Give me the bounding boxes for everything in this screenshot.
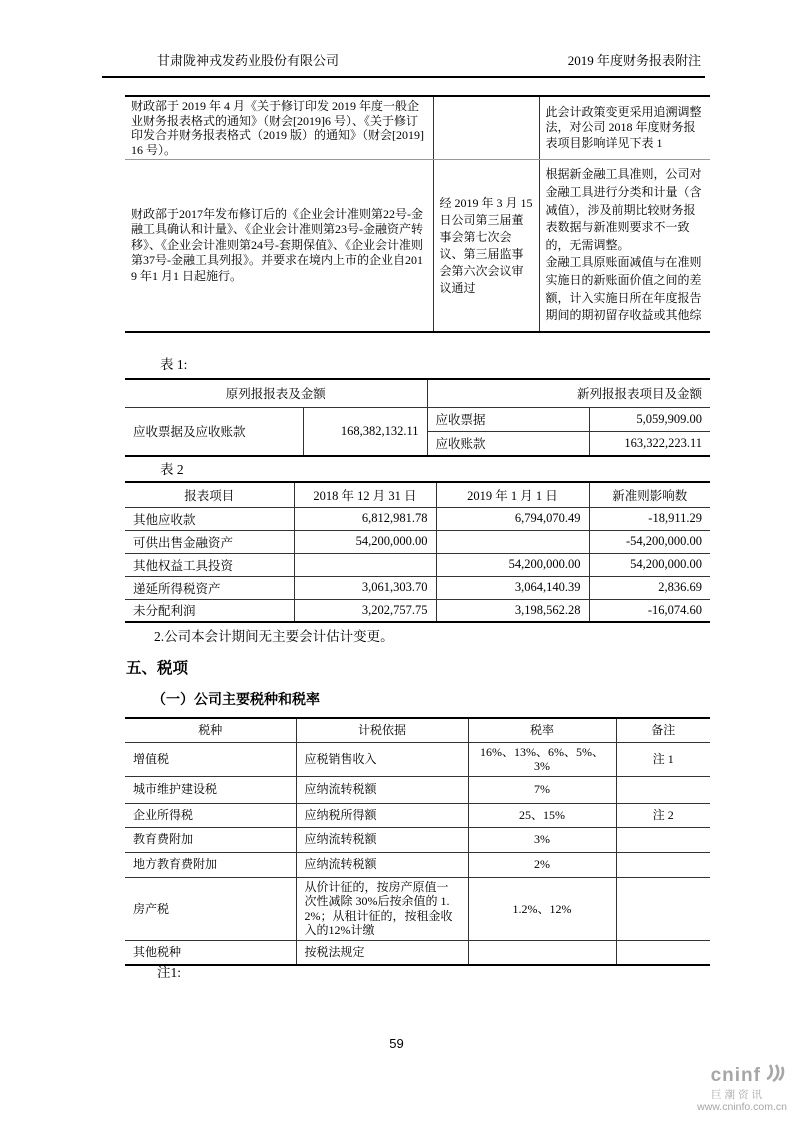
new-amount-cell: 163,322,223.11 <box>589 431 710 456</box>
impact-paragraph-1: 根据新金融工具准则，公司对金融工具进行分类和计量（含减值），涉及前期比较财务报表数据与新准则要求不一致的，无需调整。 <box>545 167 702 252</box>
value-cell: 3,202,757.75 <box>294 599 436 622</box>
new-amount-cell: 5,059,909.00 <box>589 407 710 431</box>
table-row <box>125 877 710 940</box>
tax-basis-cell: 应税销售收入 <box>296 742 468 776</box>
tax-note-cell <box>616 941 710 965</box>
table-row <box>125 852 710 877</box>
logo-brand-row <box>617 1062 787 1089</box>
table-header-row <box>125 718 710 742</box>
tax-note-cell <box>616 852 710 877</box>
table-row <box>125 803 710 827</box>
value-cell: 54,200,000.00 <box>436 553 589 576</box>
company-name: 甘肃陇神戎发药业股份有限公司 <box>157 53 340 68</box>
column-header: 备注 <box>616 718 710 742</box>
tax-note-cell: 注 1 <box>616 742 710 776</box>
cninfo-chinese-name: 巨潮资讯 <box>711 1089 765 1102</box>
original-item-cell: 应收票据及应收账款 <box>133 425 246 440</box>
value-cell <box>436 530 589 553</box>
tax-rate-cell: 16%、13%、6%、5%、3% <box>468 742 616 776</box>
table-row <box>125 776 710 803</box>
value-cell: 6,794,070.49 <box>436 507 589 530</box>
impact-paragraph-2: 金融工具原账面减值与在准则实施日的新账面价值之间的差额，计入实施日所在年度报告期间的期初留存收益或其他综 <box>545 255 702 323</box>
column-header: 计税依据 <box>296 718 468 742</box>
table-row <box>125 407 710 431</box>
table-row <box>125 507 710 530</box>
tax-rate-cell <box>468 941 616 965</box>
column-header: 新准则影响数 <box>589 482 710 507</box>
table2-caption: 表 2 <box>160 462 184 477</box>
table-row <box>125 96 710 160</box>
table1-caption: 表 1: <box>160 357 188 372</box>
cninfo-watermark <box>617 1062 787 1114</box>
table-row <box>125 827 710 852</box>
table-row <box>125 742 710 776</box>
column-header: 2019 年 1 月 1 日 <box>436 482 589 507</box>
value-cell: 2,836.69 <box>589 576 710 599</box>
table-row <box>125 160 710 332</box>
new-item-cell: 应收票据 <box>427 407 589 431</box>
table-header-row <box>125 482 710 507</box>
section-title: 五、税项 <box>126 660 189 677</box>
tax-rate-table <box>125 717 710 966</box>
value-cell: -16,074.60 <box>589 599 710 622</box>
tax-type-cell: 房产税 <box>125 877 296 940</box>
approval-cell: 经 2019 年 3 月 15 日公司第三届董事会第七次会议、第三届监事会第六次会议审议通过 <box>433 160 539 332</box>
column-header: 报表项目 <box>125 482 294 507</box>
value-cell <box>294 553 436 576</box>
document-title: 2019 年度财务报表附注 <box>567 53 701 68</box>
tax-type-cell: 教育费附加 <box>125 827 296 852</box>
tax-rate-cell: 1.2%、12% <box>468 877 616 940</box>
tax-type-cell: 增值税 <box>125 742 296 776</box>
new-item-cell: 应收账款 <box>427 431 589 456</box>
tax-type-cell: 地方教育费附加 <box>125 852 296 877</box>
table-row <box>125 599 710 622</box>
header-new: 新列报报表项目及金额 <box>427 379 710 407</box>
tax-note-cell <box>616 877 710 940</box>
policy-text-cell: 财政部于2017年发布修订后的《企业会计准则第22号-金融工具确认和计量》、《企业会计准则第23号-金融资产转移》、《企业会计准则第24号-套期保值》、《企业会计准则第37号-金融工具列报》。并要求在境内上市的企业自2019 年1 月1 日起施行。 <box>131 206 423 283</box>
policy-change-table <box>125 95 710 333</box>
tax-note-cell: 注 2 <box>616 803 710 827</box>
tax-note-cell <box>616 776 710 803</box>
tax-basis-cell: 按税法规定 <box>296 941 468 965</box>
tax-basis-cell: 应纳流转税额 <box>296 776 468 803</box>
tax-rate-cell: 7% <box>468 776 616 803</box>
impact-cell <box>539 160 710 332</box>
subsection-title: （一）公司主要税种和税率 <box>152 693 320 708</box>
column-header: 2018 年 12 月 31 日 <box>294 482 436 507</box>
tax-type-cell: 企业所得税 <box>125 803 296 827</box>
value-cell: 3,064,140.39 <box>436 576 589 599</box>
value-cell: 3,198,562.28 <box>436 599 589 622</box>
value-cell: 54,200,000.00 <box>589 553 710 576</box>
cninfo-brand-text: cninf <box>710 1064 761 1086</box>
tax-basis-cell: 应纳流转税额 <box>296 852 468 877</box>
table-row <box>125 576 710 599</box>
table-row <box>125 530 710 553</box>
new-standard-impact-table <box>125 481 710 623</box>
value-cell: 54,200,000.00 <box>294 530 436 553</box>
table-row <box>125 941 710 965</box>
tax-basis-cell: 应纳税所得额 <box>296 803 468 827</box>
column-header: 税种 <box>125 718 296 742</box>
table-row <box>125 553 710 576</box>
item-cell: 其他应收款 <box>125 507 294 530</box>
column-header: 税率 <box>468 718 616 742</box>
tax-basis-cell: 从价计征的，按房产原值一次性减除 30%后按余值的 1.2%；从租计征的，按租金收入的12%计缴 <box>296 877 468 940</box>
value-cell: -18,911.29 <box>589 507 710 530</box>
value-cell: 3,061,303.70 <box>294 576 436 599</box>
tax-note-cell <box>616 827 710 852</box>
item-cell: 递延所得税资产 <box>125 576 294 599</box>
item-cell: 未分配利润 <box>133 604 196 619</box>
tax-type-cell: 其他税种 <box>133 945 182 960</box>
impact-cell: 此会计政策变更采用追溯调整法，对公司 2018 年度财务报表项目影响详见下表 1 <box>539 96 710 160</box>
value-cell: -54,200,000.00 <box>589 530 710 553</box>
page-number: 59 <box>389 1036 404 1051</box>
original-amount-cell: 168,382,132.11 <box>303 407 427 456</box>
page-header <box>102 46 705 78</box>
reclassification-table <box>125 378 710 457</box>
cninfo-swirl-icon <box>763 1062 787 1089</box>
tax-rate-cell: 2% <box>468 852 616 877</box>
value-cell: 6,812,981.78 <box>294 507 436 530</box>
tax-rate-cell: 3% <box>468 827 616 852</box>
cninfo-url: www.cninfo.com.cn <box>697 1101 787 1114</box>
item-cell: 可供出售金融资产 <box>125 530 294 553</box>
header-original: 原列报报表及金额 <box>125 379 427 407</box>
table-header-row <box>125 379 710 407</box>
approval-cell-empty <box>433 96 539 160</box>
estimate-note: 2.公司本会计期间无主要会计估计变更。 <box>154 629 394 644</box>
tax-type-cell: 城市维护建设税 <box>125 776 296 803</box>
tax-rate-cell: 25、15% <box>468 803 616 827</box>
note1-label: 注1: <box>157 965 182 980</box>
tax-basis-cell: 应纳流转税额 <box>296 827 468 852</box>
item-cell: 其他权益工具投资 <box>125 553 294 576</box>
policy-text-cell: 财政部于 2019 年 4 月《关于修订印发 2019 年度一般企业财务报表格式的通知》（财会[2019]6 号）、《关于修订印发合并财务报表格式（2019 版）的通知》（财会[2019]16 号）。 <box>125 96 433 160</box>
